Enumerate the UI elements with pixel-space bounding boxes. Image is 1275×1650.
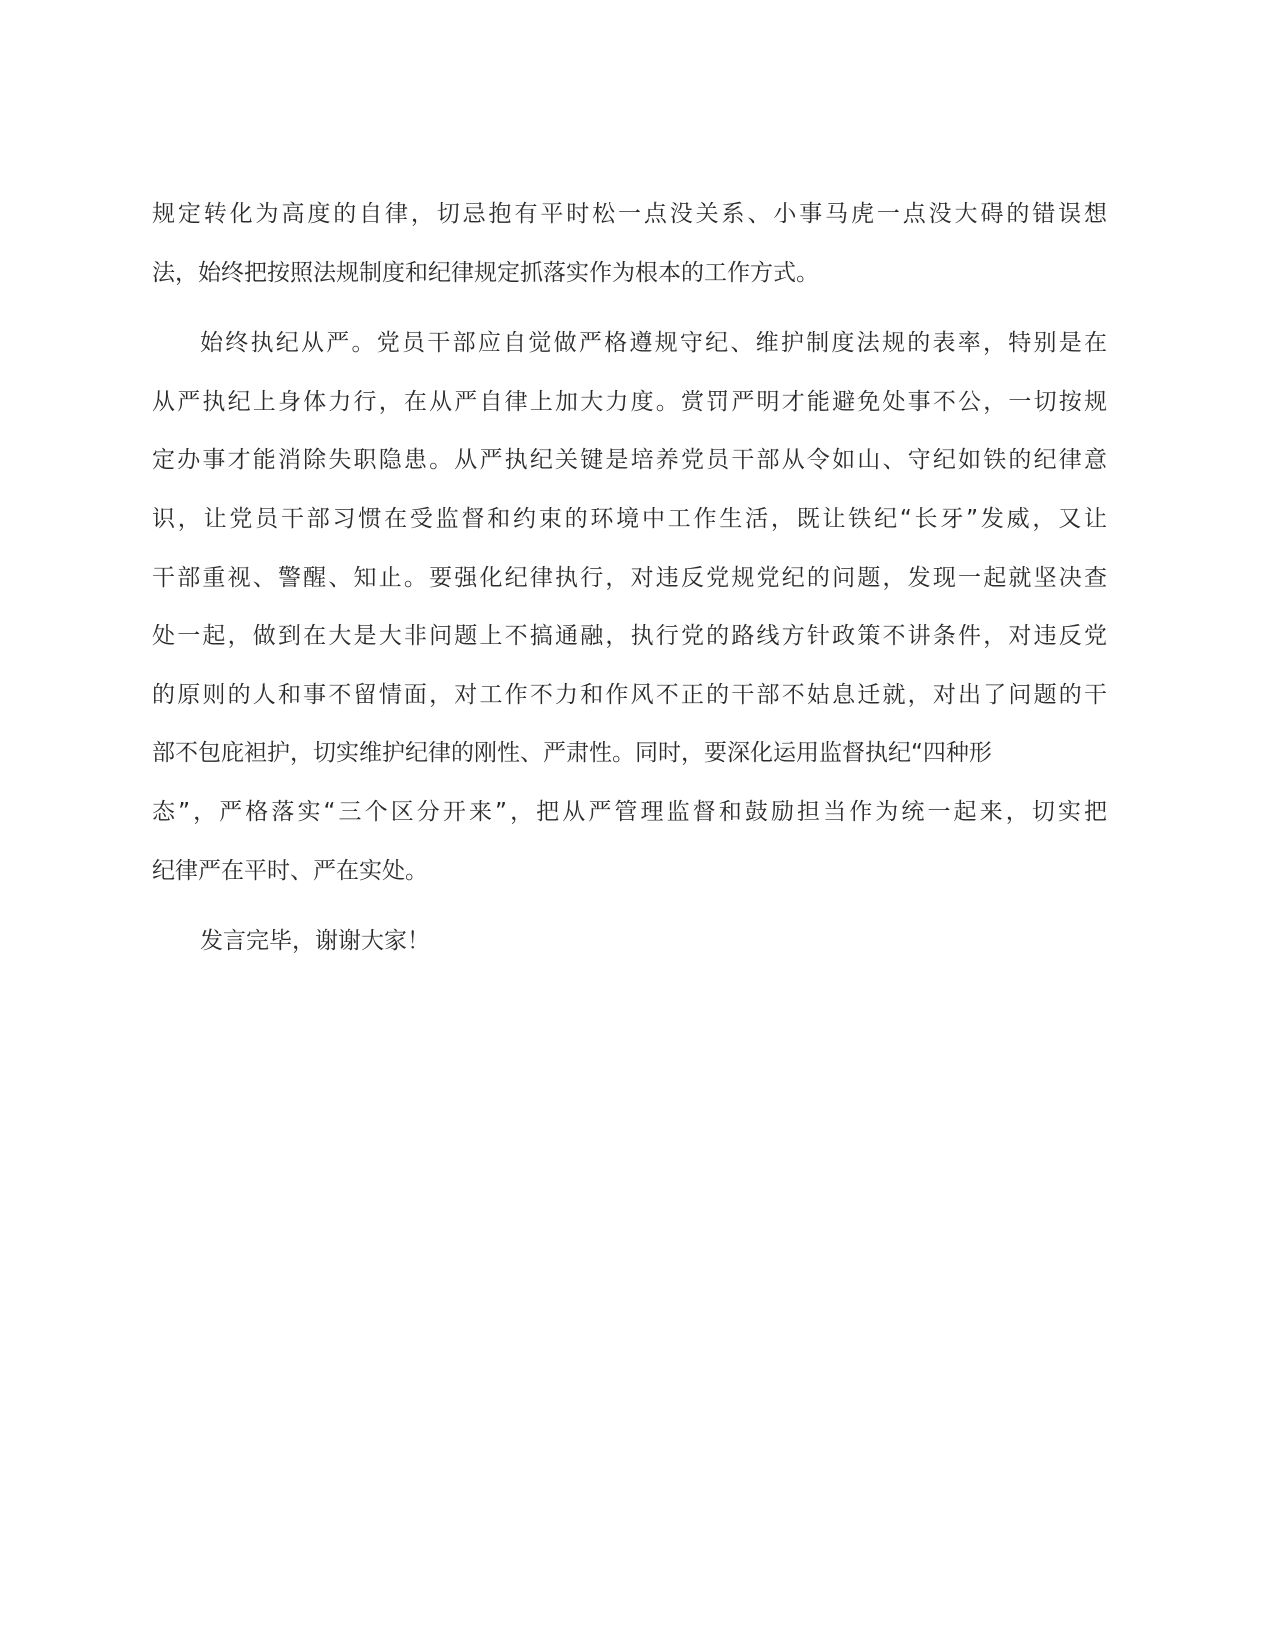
text-line: 干部重视、警醒、知止。要强化纪律执行，对违反党规党纪的问题，发现一起就坚决查 [152,564,1107,591]
text-line: 的原则的人和事不留情面，对工作不力和作风不正的干部不姑息迁就，对出了问题的干 [152,681,1107,708]
text-line: 态”，严格落实“三个区分开来”，把从严管理监督和鼓励担当作为统一起来，切实把 [152,798,1107,825]
closing-line: 发言完毕，谢谢大家！ [200,928,430,955]
text-line: 定办事才能消除失职隐患。从严执纪关键是培养党员干部从令如山、守纪如铁的纪律意 [152,447,1107,474]
text-line: 处一起，做到在大是大非问题上不搞通融，执行党的路线方针政策不讲条件，对违反党 [152,623,1107,650]
paragraph-1 [152,185,1107,302]
text-line: 纪律严在平时、严在实处。 [152,857,428,884]
text-line: 始终执纪从严。党员干部应自觉做严格遵规守纪、维护制度法规的表率，特别是在 [200,330,1107,357]
text-line: 部不包庇袒护，切实维护纪律的刚性、严肃性。同时，要深化运用监督执纪“四种形 [152,740,992,767]
paragraph-3 [152,912,1107,971]
paragraph-2 [152,314,1107,900]
document-body [152,185,1107,971]
text-line: 规定转化为高度的自律，切忌抱有平时松一点没关系、小事马虎一点没大碍的错误想 [152,201,1107,227]
text-line: 从严执纪上身体力行，在从严自律上加大力度。赏罚严明才能避免处事不公，一切按规 [152,388,1107,415]
text-line: 识，让党员干部习惯在受监督和约束的环境中工作生活，既让铁纪“长牙”发威，又让 [152,505,1107,532]
text-line: 法，始终把按照法规制度和纪律规定抓落实作为根本的工作方式。 [152,259,819,286]
